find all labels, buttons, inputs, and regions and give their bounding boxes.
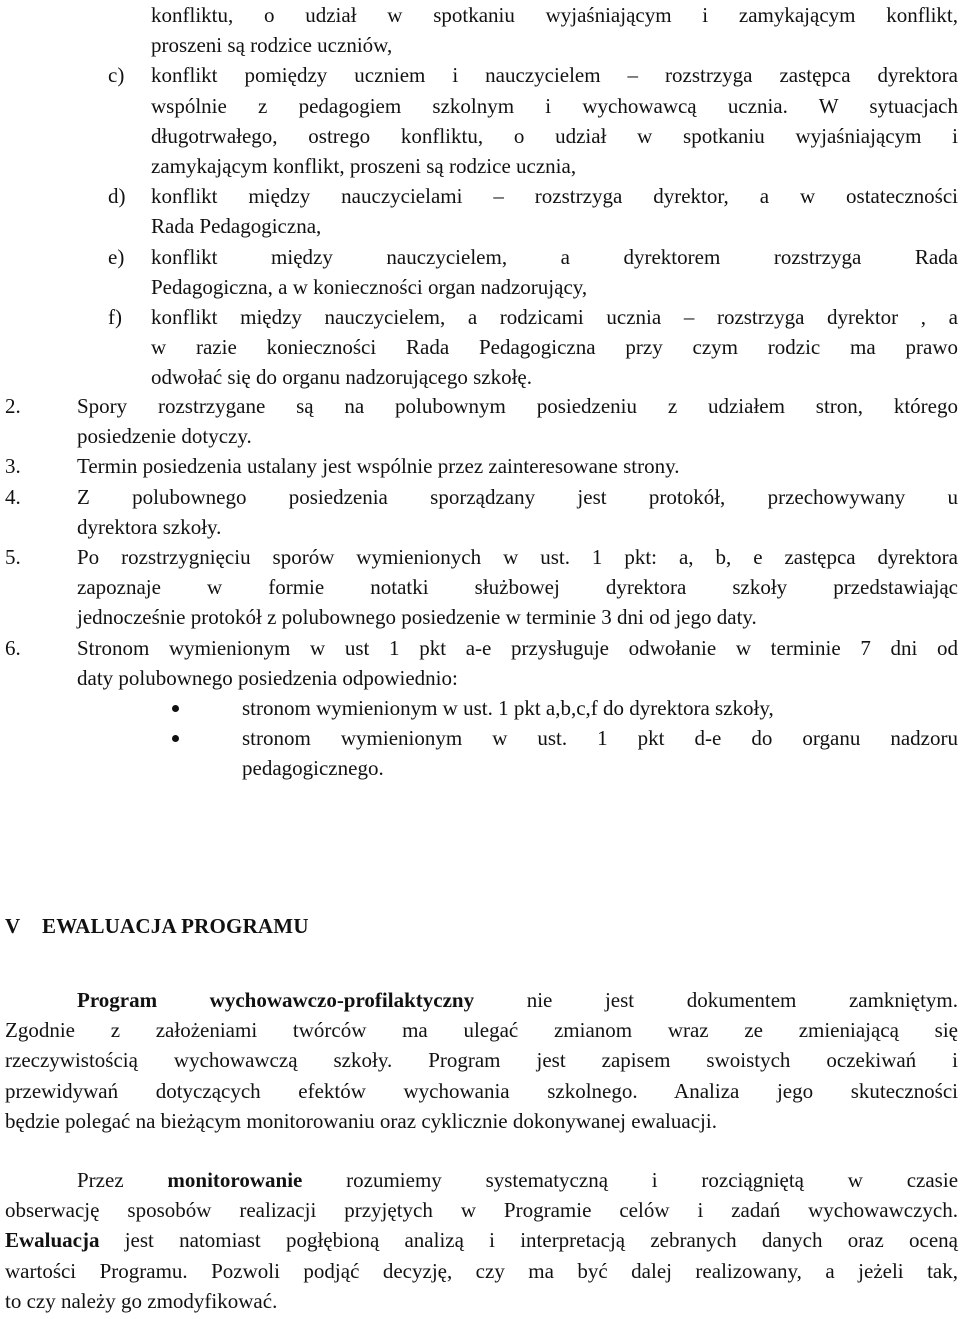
list-marker: 5. <box>5 545 21 570</box>
text-line: zapoznaje w formie notatki służbowej dyrektora szkoły przedstawiając <box>77 575 958 600</box>
text-line: stronom wymienionym w ust. 1 pkt a,b,c,f do dyrektora szkoły, <box>242 696 774 721</box>
lettered-list <box>108 0 958 393</box>
text-fragment: jest natomiast pogłębioną analizą i interpretacją zebranych danych oraz oceną <box>124 1228 958 1253</box>
text-line: Po rozstrzygnięciu sporów wymienionych w ust. 1 pkt: a, b, e zastępca dyrektora <box>77 545 958 570</box>
text-line <box>5 985 958 1015</box>
text-line <box>5 1165 958 1195</box>
bullet-item <box>168 723 958 783</box>
list-marker: d) <box>108 184 126 209</box>
text-line: długotrwałego, ostrego konfliktu, o udział w spotkaniu wyjaśniającym i <box>151 123 958 148</box>
numbered-list <box>5 391 958 784</box>
list-item-3 <box>5 451 958 481</box>
text-line: Z polubownego posiedzenia sporządzany jest protokół, przechowywany u <box>77 484 958 509</box>
text-line: wspólnie z pedagogiem szkolnym i wychowawcą ucznia. W sytuacjach <box>151 93 958 118</box>
text-line: to czy należy go zmodyfikować. <box>5 1288 278 1313</box>
text-line: daty polubownego posiedzenia odpowiednio: <box>77 665 458 690</box>
text-line: przewidywań dotyczących efektów wychowania szkolnego. Analiza jego skuteczności <box>5 1078 958 1103</box>
section-heading <box>5 911 309 941</box>
bold-term: monitorowanie <box>167 1168 303 1192</box>
text-line: Pedagogiczna, a w konieczności organ nadzorujący, <box>151 274 588 299</box>
text-fragment: rozumiemy systematyczną i rozciągniętą w czasie <box>346 1168 959 1192</box>
text-line: konfliktu, o udział w spotkaniu wyjaśniającym i zamykającym konflikt, <box>151 3 958 27</box>
list-marker: 4. <box>5 484 21 509</box>
text-line: konflikt pomiędzy uczniem i nauczycielem – rozstrzyga zastępca dyrektora <box>151 63 958 88</box>
list-item-continuation <box>108 0 958 60</box>
text-line: Spory rozstrzygane są na polubownym posiedzeniu z udziałem stron, którego <box>77 394 958 418</box>
list-marker: f) <box>108 305 122 330</box>
text-line: posiedzenie dotyczy. <box>77 424 252 449</box>
list-item-e <box>108 242 958 302</box>
bullet-list <box>5 693 958 784</box>
list-item-d <box>108 181 958 241</box>
list-marker: 3. <box>5 454 21 479</box>
text-line: wartości Programu. Pozwoli podjąć decyzję, czy ma być dalej realizowany, a jeżeli tak, <box>5 1258 958 1283</box>
list-marker: e) <box>108 244 125 269</box>
bold-lead: Program wychowawczo-profilaktyczny <box>77 988 475 1012</box>
text-line: stronom wymienionym w ust. 1 pkt d-e do organu nadzoru <box>242 726 958 751</box>
text-line: konflikt między nauczycielem, a rodzicami ucznia – rozstrzyga dyrektor , a <box>151 305 958 330</box>
section-number: V <box>5 914 21 938</box>
text-line: rzeczywistością wychowawczą szkoły. Program jest zapisem swoistych oczekiwań i <box>5 1048 958 1073</box>
paragraph-program <box>5 985 958 1136</box>
text-line <box>5 1225 958 1255</box>
text-line: Stronom wymienionym w ust 1 pkt a-e przysługuje odwołanie w terminie 7 dni od <box>77 635 958 660</box>
section-title: EWALUACJA PROGRAMU <box>42 914 309 938</box>
list-item-5 <box>5 542 958 633</box>
list-item-c <box>108 60 958 181</box>
bullet-icon <box>172 735 179 742</box>
text-line: zamykającym konflikt, proszeni są rodzice ucznia, <box>151 154 577 179</box>
text-line: konflikt między nauczycielem, a dyrektorem rozstrzyga Rada <box>151 244 958 269</box>
list-item-2 <box>5 391 958 451</box>
text-line: jednocześnie protokół z polubownego posiedzenie w terminie 3 dni od jego daty. <box>77 605 757 630</box>
text-line: odwołać się do organu nadzorującego szkołę. <box>151 365 532 390</box>
bullet-item <box>168 693 958 723</box>
text-line: będzie polegać na bieżącym monitorowaniu oraz cyklicznie dokonywanej ewaluacji. <box>5 1108 717 1133</box>
bold-term: Ewaluacja <box>5 1228 100 1253</box>
list-marker: 2. <box>5 394 21 418</box>
text-line: obserwację sposobów realizacji przyjętych w Programie celów i zadań wychowawczych. <box>5 1198 958 1223</box>
text-line: dyrektora szkoły. <box>77 514 222 539</box>
paragraph-monitoring <box>5 1165 958 1316</box>
text-line: Rada Pedagogiczna, <box>151 214 322 239</box>
text-line: pedagogicznego. <box>242 756 384 781</box>
list-marker: c) <box>108 63 125 88</box>
text-line: konflikt między nauczycielami – rozstrzyga dyrektor, a w ostateczności <box>151 184 958 209</box>
bullet-icon <box>172 705 179 712</box>
list-item-6 <box>5 633 958 693</box>
text-line: w razie konieczności Rada Pedagogiczna przy czym rodzic ma prawo <box>151 335 958 360</box>
text-line: Zgodnie z założeniami twórców ma ulegać zmianom wraz ze zmieniającą się <box>5 1018 958 1043</box>
text-fragment: Przez <box>77 1168 124 1192</box>
list-item-f <box>108 302 958 393</box>
list-marker: 6. <box>5 635 21 660</box>
list-item-4 <box>5 482 958 542</box>
text-line: Termin posiedzenia ustalany jest wspólnie przez zainteresowane strony. <box>77 454 680 479</box>
text-fragment: nie jest dokumentem zamkniętym. <box>526 988 959 1012</box>
text-line: proszeni są rodzice uczniów, <box>151 33 393 58</box>
